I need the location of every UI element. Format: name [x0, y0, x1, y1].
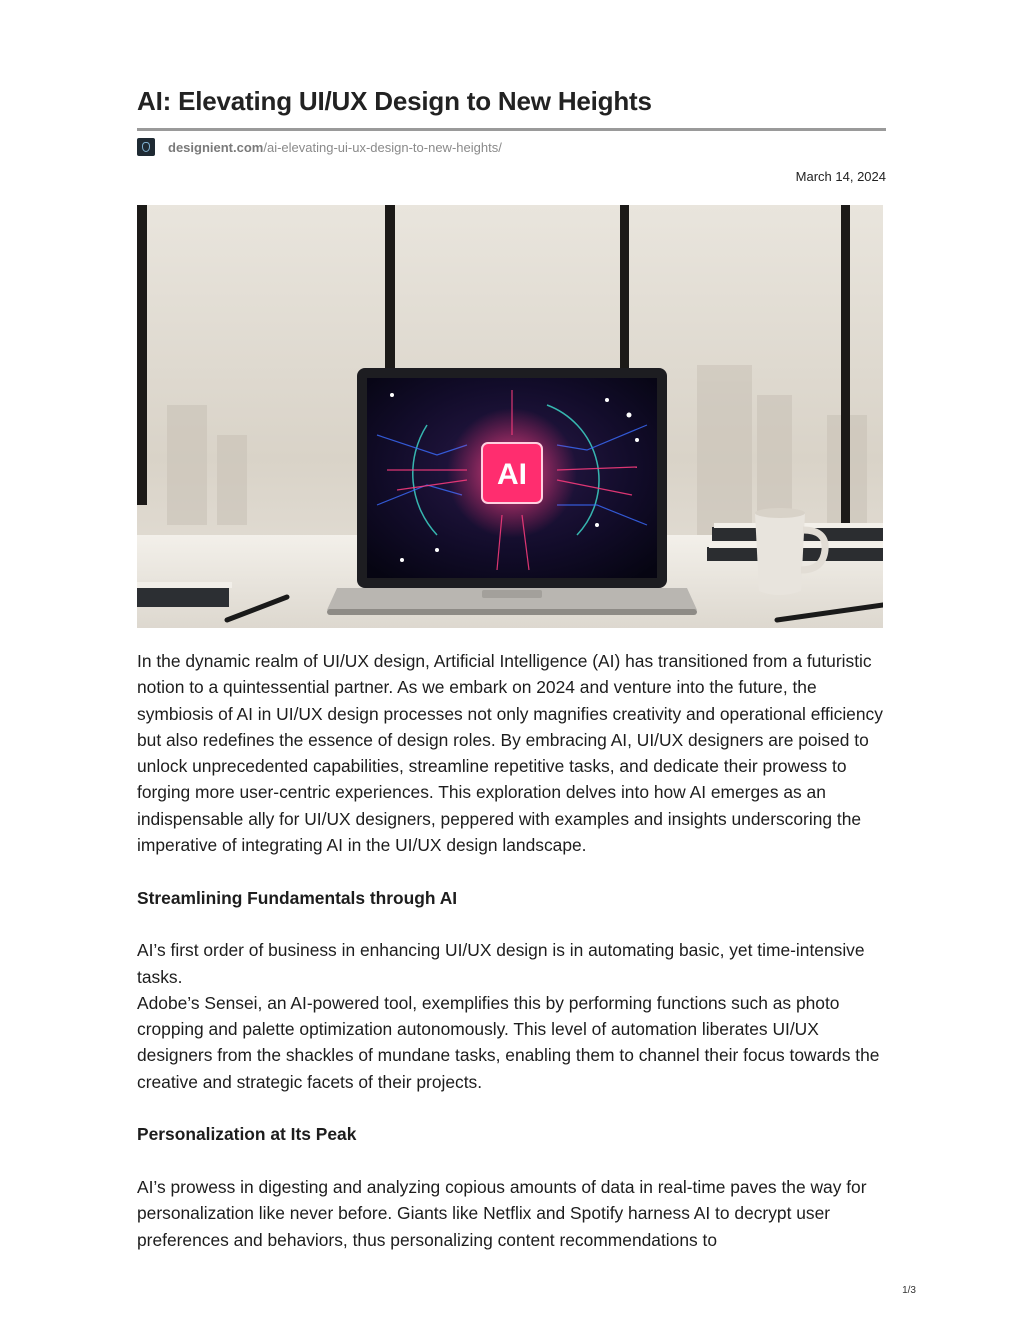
- personalization-paragraph: AI’s prowess in digesting and analyzing copious amounts of data in real-time paves the way for personalization like never before. Giants like Netflix and Spotify harness AI to decrypt user preferences and behaviors, thus personalizing content recommendations to: [137, 1176, 867, 1250]
- article-body: [137, 648, 889, 1253]
- page-title: AI: Elevating UI/UX Design to New Heights: [137, 86, 652, 116]
- section-heading-personalization: Personalization at Its Peak: [137, 1124, 357, 1145]
- publish-date: March 14, 2024: [795, 169, 886, 184]
- source-link[interactable]: [168, 140, 502, 155]
- source-row: [137, 138, 502, 156]
- streamlining-paragraph-2: Adobe’s Sensei, an AI-powered tool, exemplifies this by performing functions such as photo cropping and palette optimization autonomously. This level of automation liberates UI/UX designers from the shackles of mundane tasks, enabling them to channel their focus towards the creative and strategic facets of their projects.: [137, 992, 880, 1092]
- hero-ai-chip-label: AI: [497, 458, 527, 491]
- page-number: 1/3: [902, 1285, 916, 1296]
- title-divider: [137, 128, 886, 131]
- source-domain: designient.com: [168, 139, 264, 155]
- hero-image: [137, 205, 883, 628]
- streamlining-paragraph-1: AI’s first order of business in enhancing UI/UX design is in automating basic, yet time-intensive tasks.: [137, 940, 865, 987]
- source-path: /ai-elevating-ui-ux-design-to-new-heights/: [263, 139, 502, 155]
- section-heading-streamlining: Streamlining Fundamentals through AI: [137, 887, 458, 908]
- designient-logo-icon: [137, 138, 155, 156]
- intro-paragraph: In the dynamic realm of UI/UX design, Artificial Intelligence (AI) has transitioned from a futuristic notion to a quintessential partner. As we embark on 2024 and venture into the future, the symbiosis of AI in UI/UX design processes not only magnifies creativity and operational efficiency but also redefines the essence of design roles. By embracing AI, UI/UX designers are poised to unlock unprecedented capabilities, streamline repetitive tasks, and dedicate their prowess to forging more user-centric experiences. This exploration delves into how AI emerges as an indispensable ally for UI/UX designers, peppered with examples and insights underscoring the imperative of integrating AI in the UI/UX design landscape.: [137, 651, 883, 856]
